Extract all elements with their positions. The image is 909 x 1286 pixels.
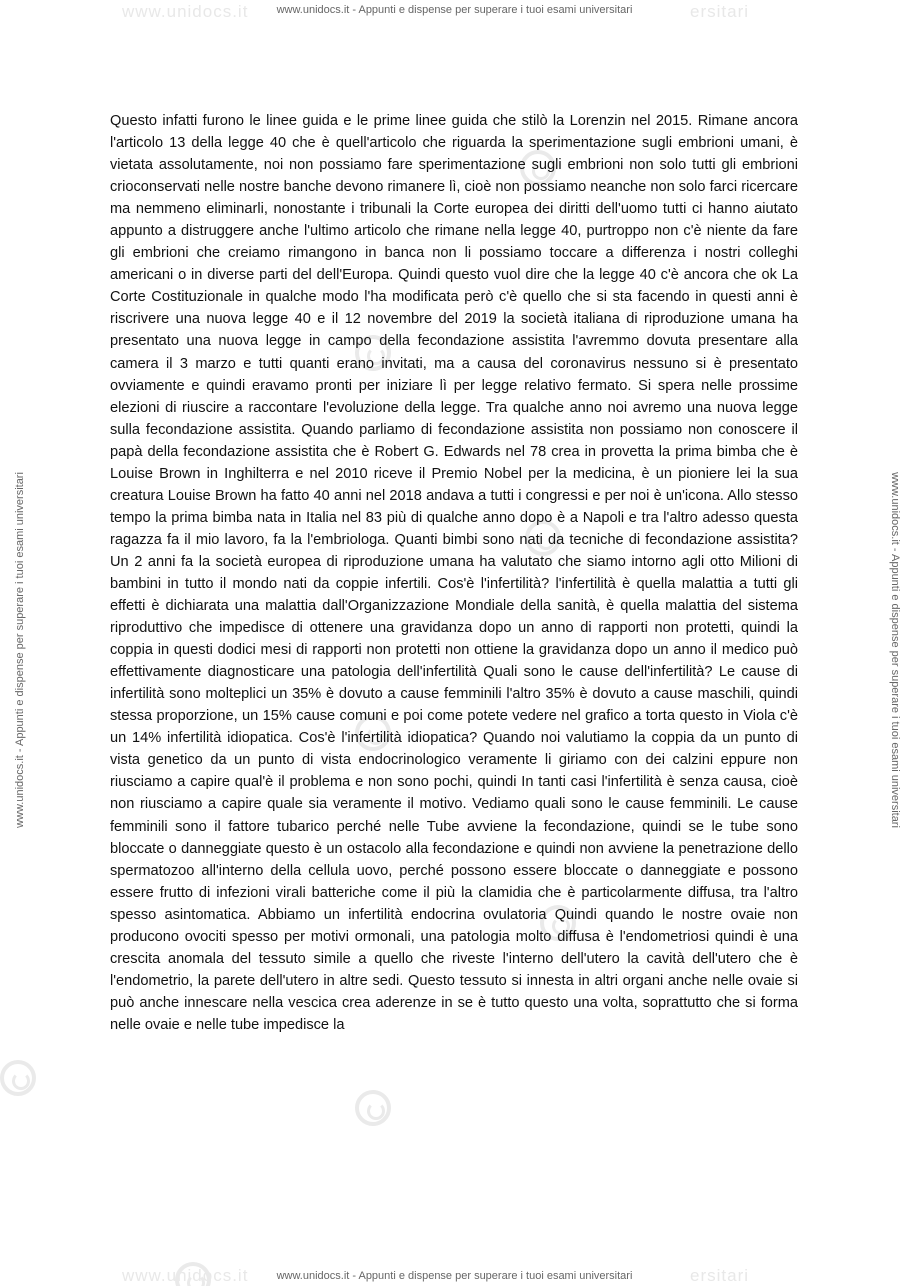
document-body-text: Questo infatti furono le linee guida e le prime linee guida che stilò la Lorenzin nel 2015. Rimane ancora l'articolo 13 della legge 40 che è quell'articolo che riguarda la sperimentazione sugli embrioni umani, è vietata assolutamente, noi non possiamo fare sperimentazione sugli embrioni non solo tutti gli embrioni crioconservati nelle nostre banche devono rimanere lì, cioè non possiamo neanche non solo farci ricercare ma nemmeno eliminarli, nonostante i tribunali la Corte europea dei diritti dell'uomo tutti ci hanno aiutato appunto a distruggere anche l'ultimo articolo che rimane nella legge 40, purtroppo non c'è niente da fare gli embrioni che creiamo rimangono in banca non li possiamo toccare a differenza i nostri colleghi americani o in diverse parti del dell'Europa. Quindi questo vuol dire che la legge 40 c'è ancora che ok La Corte Costituzionale in qualche modo l'ha modificata però c'è quello che si sta facendo in questi anni è riscrivere una nuova legge 40 e il 12 novembre del 2019 la società italiana di riproduzione umana ha presentato una nuova legge in campo della fecondazione assistita l'avremmo dovuta presentare alla camera il 3 marzo e tutti quanti erano invitati, ma a causa del coronavirus nessuno si è presentato ovviamente e quindi eravamo pronti per iniziare lì per legge relativo fermato. Si spera nelle prossime elezioni di riuscire a raccontare l'evoluzione della legge. Tra qualche anno noi avremo una nuova legge sulla fecondazione assistita. Quando parliamo di fecondazione assistita non possiamo non conoscere il papà della fecondazione assistita che è Robert G. Edwards nel 78 crea in provetta la prima bimba che è Louise Brown in Inghilterra e nel 2010 riceve il Premio Nobel per la medicina, è un pioniere lei la sua creatura Louise Brown ha fatto 40 anni nel 2018 andava a tutti i congressi e per noi è un'icona. Allo stesso tempo la prima bimba nata in Italia nel 83 più di qualche anno dopo è a Napoli e tra l'altro adesso questa ragazza fa il mio lavoro, fa la l'embriologa. Quanti bimbi sono nati da tecniche di fecondazione assistita? Un 2 anni fa la società europea di riproduzione umana ha valutato che siamo intorno agli otto Milioni di bambini in tutto il mondo nati da coppie infertili. Cos'è l'infertilità? l'infertilità è quella malattia a tutti gli effetti è dichiarata una malattia dall'Organizzazione Mondiale della sanità, è quella malattia del sistema riproduttivo che impedisce di ottenere una gravidanza dopo un anno di rapporti non protetti, quindi la coppia in questi dodici mesi di rapporti non protetti non ottiene la gravidanza dopo un anno il medico può effettivamente diagnosticare una patologia dell'infertilità Quali sono le cause dell'infertilità? Le cause di infertilità sono molteplici un 35% è dovuto a cause femminili l'altro 35% è dovuto a cause maschili, quindi stessa proporzione, un 15% cause comuni e poi come potete vedere nel grafico a torta questo in Viola c'è un 14% infertilità idiopatica. Cos'è l'infertilità idiopatica? Quando noi valutiamo la coppia da un punto di vista genetico da un punto di vista endocrinologico veramente li giriamo con dei calzini eppure non riusciamo a capire qual'è il problema e non sono pochi, quindi In tanti casi l'infertilità è senza causa, cioè non riusciamo a capire quale sia veramente il motivo. Vediamo quali sono le cause femminili. Le cause femminili sono il fattore tubarico perché nelle Tube avviene la fecondazione, quindi se le tube sono bloccate o danneggiate questo è un ostacolo alla fecondazione e quindi non avviene la penetrazione dello spermatozoo all'interno della cellula uovo, perché possono essere bloccate o danneggiate e possono essere frutto di infezioni virali batteriche come il più la clamidia che è particolarmente diffusa, tra l'altro spesso asintomatica. Abbiamo un infertilità endocrina ovulatoria Quindi quando le nostre ovaie non producono ovociti spesso per motivi ormonali, una patologia molto diffusa è l'endometriosi quindi è una crescita anomala del tessuto simile a quello che riveste l'interno dell'utero la cavità dell'utero che è l'endometrio, la parete dell'utero in altre sedi. Questo tessuto si innesta in altri organi anche nelle ovaie si può anche innescare nella vescica crea aderenze in se è tutto questo una volta, soprattutto che si forma nelle ovaie e nelle tube impedisce la bbox=[110, 113, 798, 1033]
watermark-logo-icon bbox=[355, 1090, 391, 1126]
watermark-text-top-left: www.unidocs.it bbox=[122, 2, 249, 21]
watermark-text-bottom-left: www.unidocs.it bbox=[122, 1266, 249, 1285]
watermark-text-top-right: ersitari bbox=[690, 2, 750, 21]
right-side-banner: www.unidocs.it - Appunti e dispense per superare i tuoi esami universitari bbox=[889, 472, 901, 828]
header-banner: www.unidocs.it - Appunti e dispense per superare i tuoi esami universitari bbox=[276, 4, 633, 16]
footer-banner: www.unidocs.it - Appunti e dispense per superare i tuoi esami universitari bbox=[276, 1270, 633, 1282]
watermark-logo-icon bbox=[0, 1060, 36, 1096]
left-side-banner: www.unidocs.it - Appunti e dispense per superare i tuoi esami universitari bbox=[14, 472, 26, 828]
watermark-text-bottom-right: ersitari bbox=[690, 1266, 750, 1285]
